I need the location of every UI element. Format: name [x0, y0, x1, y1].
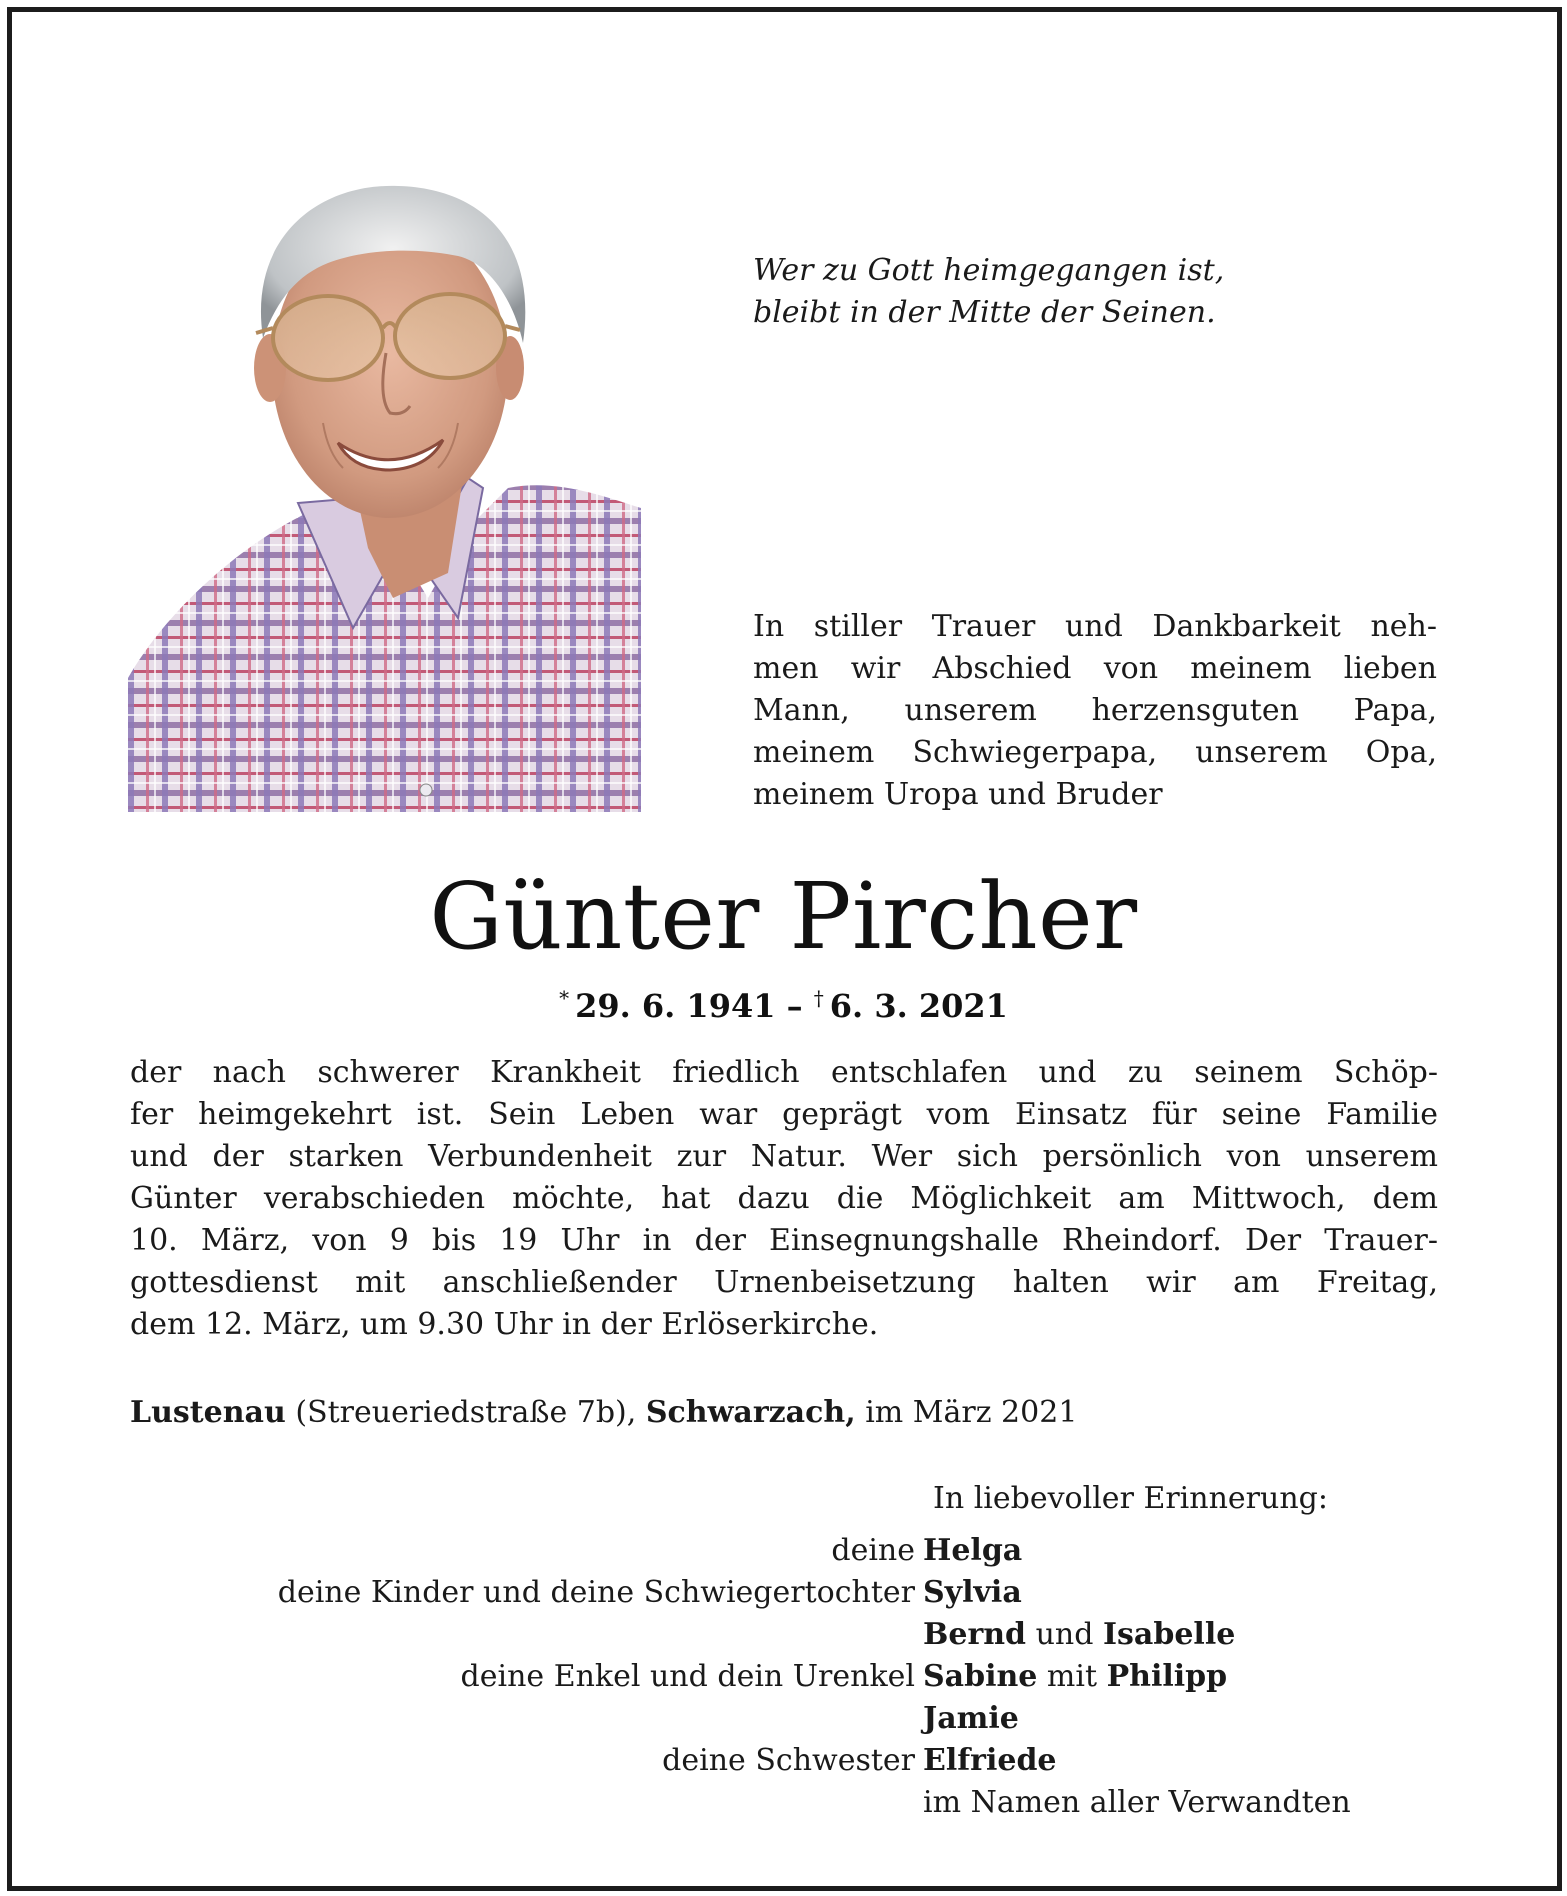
family-names: [923, 1656, 1227, 1698]
name-isabelle: Isabelle: [1103, 1617, 1236, 1652]
conjunction-und: und: [1035, 1617, 1094, 1652]
intro-line: meinem Schwiegerpapa, unserem Opa,: [753, 735, 1437, 770]
family-names: [923, 1740, 1057, 1782]
death-date: 6. 3. 2021: [829, 987, 1008, 1025]
name-elfriede: Elfriede: [923, 1743, 1057, 1778]
family-row: [130, 1614, 1450, 1656]
family-row: [130, 1740, 1450, 1782]
relation-label: deine: [831, 1533, 915, 1568]
body-line: fer heimgekehrt ist. Sein Leben war geprägt vom Einsatz für seine Familie: [130, 1097, 1438, 1132]
name-jamie: Jamie: [923, 1701, 1019, 1736]
intro-line: men wir Abschied von meinem lieben: [753, 651, 1437, 686]
name-sylvia: Sylvia: [923, 1575, 1022, 1610]
date-separator: –: [786, 987, 803, 1025]
quote: [753, 250, 1373, 334]
relation-label: deine Enkel und dein Urenkel: [460, 1659, 915, 1694]
relation-label: [130, 1782, 923, 1824]
closing-line: im Namen aller Verwandten: [923, 1785, 1351, 1820]
body-line: 10. März, von 9 bis 19 Uhr in der Einsegnungshalle Rheindorf. Der Trauer-: [130, 1223, 1438, 1258]
quote-line: bleibt in der Mitte der Seinen.: [753, 295, 1216, 330]
intro-line: Mann, unserem herzensguten Papa,: [753, 693, 1437, 728]
family-row: [130, 1572, 1450, 1614]
family-names: [923, 1572, 1022, 1614]
body-line: gottesdienst mit anschließender Urnenbeisetzung halten wir am Freitag,: [130, 1265, 1438, 1300]
portrait-illustration: [128, 178, 641, 812]
intro-line: meinem Uropa und Bruder: [753, 777, 1163, 812]
memory-heading: In liebevoller Erinnerung:: [933, 1481, 1328, 1516]
name-philipp: Philipp: [1106, 1659, 1228, 1694]
family-row: [130, 1530, 1450, 1572]
relation-label: [130, 1614, 923, 1656]
death-symbol: †: [813, 986, 824, 1010]
body-line: Günter verabschieden möchte, hat dazu die Möglichkeit am Mittwoch, dem: [130, 1181, 1438, 1216]
family-row: [130, 1782, 1450, 1824]
town-schwarzach: Schwarzach,: [645, 1395, 856, 1430]
address: (Streueriedstraße 7b),: [295, 1395, 637, 1430]
family-list: [130, 1530, 1450, 1824]
deceased-name: Günter Pircher: [429, 863, 1138, 970]
body-line: dem 12. März, um 9.30 Uhr in der Erlöserkirche.: [130, 1307, 879, 1342]
family-row: [130, 1656, 1450, 1698]
name-helga: Helga: [923, 1533, 1023, 1568]
name-sabine: Sabine: [923, 1659, 1038, 1694]
family-row: [130, 1698, 1450, 1740]
life-dates: [0, 978, 1567, 1026]
portrait-photo: [128, 178, 641, 812]
family-names: [923, 1614, 1235, 1656]
intro-line: In stiller Trauer und Dankbarkeit neh-: [753, 609, 1437, 644]
quote-line: Wer zu Gott heimgegangen ist,: [753, 253, 1225, 288]
place-date: im März 2021: [865, 1395, 1078, 1430]
town-lustenau: Lustenau: [130, 1395, 286, 1430]
body-line: und der starken Verbundenheit zur Natur. Wer sich persönlich von unserem: [130, 1139, 1438, 1174]
family-names: [923, 1530, 1022, 1572]
body-text: [130, 1052, 1438, 1346]
place-date-line: [130, 1392, 1077, 1434]
birth-symbol: *: [559, 986, 570, 1010]
relation-label: [130, 1698, 923, 1740]
name-bernd: Bernd: [923, 1617, 1027, 1652]
birth-date: 29. 6. 1941: [575, 987, 776, 1025]
intro-text: [753, 606, 1437, 816]
family-names: [923, 1698, 1019, 1740]
relation-label: deine Schwester: [662, 1743, 915, 1778]
conjunction-mit: mit: [1046, 1659, 1098, 1694]
relation-label: deine Kinder und deine Schwiegertochter: [277, 1575, 915, 1610]
body-line: der nach schwerer Krankheit friedlich entschlafen und zu seinem Schöp-: [130, 1055, 1438, 1090]
